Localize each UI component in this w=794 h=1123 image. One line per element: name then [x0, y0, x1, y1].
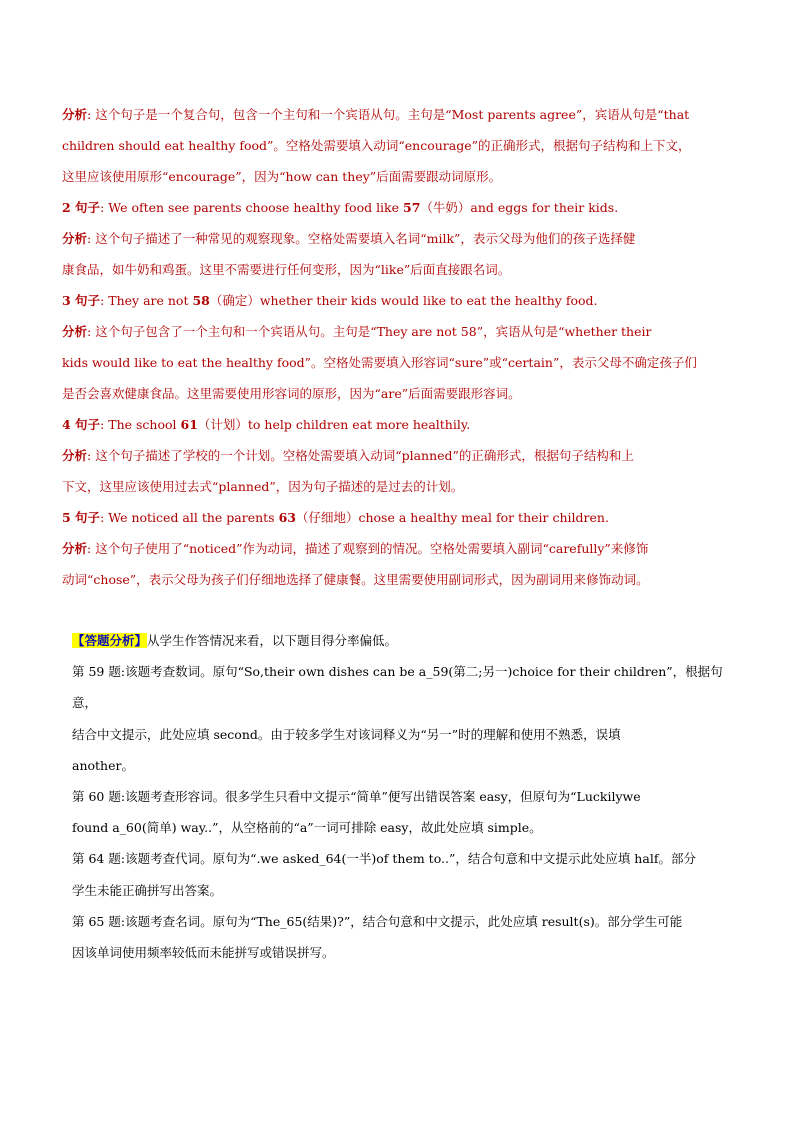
analysis-line: 分析: 这个句子包含了一个主句和一个宾语从句。主句是“They are not 58”，宾语从句是“whether their [62, 324, 652, 339]
summary-line: 第 64 题:该题考查代词。原句为“.we asked_64(一半)of them to..”，结合句意和中文提示此处应填 half。部分 [72, 851, 696, 867]
analysis-line: 动词“chose”，表示父母为孩子们仔细地选择了健康餐。这里需要使用副词形式，因为副词用来修饰动词。 [62, 572, 649, 587]
analysis-line: children should eat healthy food”。空格处需要填入动词“encourage”的正确形式，根据句子结构和上下文， [62, 138, 691, 153]
blank-number: 58 [192, 293, 210, 308]
analysis-line: 下文，这里应该使用过去式“planned”，因为句子描述的是过去的计划。 [62, 479, 464, 494]
analysis-section [62, 99, 742, 595]
analysis-label: 分析 [62, 448, 88, 463]
analysis-line: kids would like to eat the healthy food”。空格处需要填入形容词“sure”或“certain”，表示父母不确定孩子们 [62, 355, 697, 370]
analysis-line: 分析: 这个句子描述了学校的一个计划。空格处需要填入动词“planned”的正确形式，根据句子结构和上 [62, 448, 634, 463]
analysis-label: 分析 [62, 541, 88, 556]
summary-line: 第 65 题:该题考查名词。原句为“The_65(结果)?”，结合句意和中文提示，此处应填 result(s)。部分学生可能 [72, 913, 683, 929]
sentence-line: 3 句子: They are not 58（确定）whether their kids would like to eat the healthy food. [62, 293, 598, 308]
summary-line: 学生未能正确拼写出答案。 [72, 882, 223, 898]
answer-analysis-section [72, 625, 742, 968]
sentence-line: 5 句子: We noticed all the parents 63（仔细地）chose a healthy meal for their children. [62, 510, 609, 525]
analysis-line: 分析: 这个句子描述了一种常见的观察现象。空格处需要填入名词“milk”，表示父母为他们的孩子选择健 [62, 231, 636, 246]
sentence-line: 4 句子: The school 61（计划）to help children eat more healthily. [62, 417, 471, 432]
analysis-label: 分析 [62, 231, 88, 246]
blank-number: 63 [278, 510, 296, 525]
answer-analysis-tag: 【答题分析】 [72, 633, 148, 648]
summary-line: 第 60 题:该题考查形容词。很多学生只看中文提示“简单”便写出错误答案 easy，但原句为“Luckilywe [72, 789, 641, 805]
analysis-line: 分析: 这个句子使用了“noticed”作为动词，描述了观察到的情况。空格处需要填入副词“carefully”来修饰 [62, 541, 649, 556]
sentence-number: 3 句子 [62, 293, 101, 308]
analysis-line: 康食品，如牛奶和鸡蛋。这里不需要进行任何变形，因为“like”后面直接跟名词。 [62, 262, 511, 277]
blank-number: 61 [180, 417, 198, 432]
summary-line: 因该单词使用频率较低而未能拼写或错误拼写。 [72, 945, 335, 961]
summary-line: 第 59 题:该题考查数词。原句“So,their own dishes can be a_59(第二;另一)choice for their children”，根据句意， [72, 664, 723, 711]
summary-line: found a_60(简单) way..”，从空格前的“a”一词可排除 easy，故此处应填 simple。 [72, 820, 542, 836]
summary-line: another。 [72, 757, 134, 773]
summary-intro: 【答题分析】从学生作答情况来看，以下题目得分率偏低。 [72, 633, 398, 648]
blank-number: 57 [403, 200, 421, 215]
sentence-number: 2 句子 [62, 200, 101, 215]
analysis-line: 这里应该使用原形“encourage”，因为“how can they”后面需要跟动词原形。 [62, 169, 502, 184]
sentence-line: 2 句子: We often see parents choose healthy food like 57（牛奶）and eggs for their kids. [62, 200, 619, 215]
summary-line: 结合中文提示，此处应填 second。由于较多学生对该词释义为“另一”时的理解和使用不熟悉，误填 [72, 726, 621, 742]
analysis-label: 分析 [62, 107, 88, 122]
sentence-number: 5 句子 [62, 510, 101, 525]
analysis-label: 分析 [62, 324, 88, 339]
analysis-line: 分析: 这个句子是一个复合句，包含一个主句和一个宾语从句。主句是“Most parents agree”，宾语从句是“that [62, 107, 690, 122]
sentence-number: 4 句子 [62, 417, 101, 432]
analysis-line: 是否会喜欢健康食品。这里需要使用形容词的原形，因为“are”后面需要跟形容词。 [62, 386, 521, 401]
